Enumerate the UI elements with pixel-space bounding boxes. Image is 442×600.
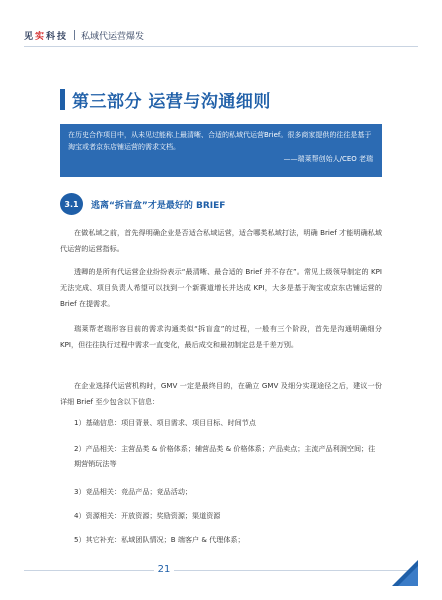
brief-checklist xyxy=(60,508,382,523)
brief-checklist xyxy=(60,441,382,471)
list-item: 4）资源相关：开放资源；奖励资源；渠道资源 xyxy=(74,511,221,520)
page-number: 21 xyxy=(154,560,174,580)
list-item: 1）基础信息：项目背景、项目需求、项目目标、时间节点 xyxy=(74,418,256,427)
logo-accent: 实 xyxy=(35,31,47,42)
paragraph-4: 在企业选择代运营机构时，GMV 一定是最终目的，在确立 GMV 及细分实现途径之后，建议一份详细 Brief 至少包含以下信息： xyxy=(60,381,382,406)
corner-ornament-icon xyxy=(392,560,418,586)
paragraph-1: 在做私域之前，首先得明确企业是否适合私域运营，适合哪类私域打法，明确 Brief 才能明确私域代运营的运营指标。 xyxy=(60,228,382,253)
report-title: 私域代运营爆发 xyxy=(81,31,145,42)
brief-checklist xyxy=(60,532,382,547)
body-text xyxy=(60,264,382,312)
header-rule xyxy=(24,46,418,47)
brief-checklist xyxy=(60,415,382,430)
subsection-title: 逃离“拆盲盒”才是最好的 BRIEF xyxy=(91,200,226,211)
list-item: 3）竞品相关：竞品产品；竞品活动； xyxy=(74,487,193,496)
quote-box xyxy=(60,124,382,177)
quote-text: 在历史合作项目中，从未见过能称上最清晰、合适的私域代运营Brief。很多商家提供的往往是基于淘宝或者京东店铺运营的需求文档。 xyxy=(68,131,372,151)
footer-rule xyxy=(24,570,418,571)
paragraph-3: 瑞莱帮老瑞形容目前的需求沟通类似“拆盲盒”的过程，一般有三个阶段，首先是沟通明确细分 KPI，但往往执行过程中需求一直变化，最后成交和最初制定总是千差万别。 xyxy=(60,324,382,349)
section-heading-bar xyxy=(60,89,65,110)
page-header xyxy=(24,28,144,42)
body-text xyxy=(60,321,382,353)
brand-logo: 见实科技 xyxy=(24,31,69,42)
subsection-heading xyxy=(60,193,225,215)
body-text xyxy=(60,378,382,410)
quote-author: ——瑞莱帮创始人/CEO 老瑞 xyxy=(283,155,373,163)
list-item: 5）其它补充：私域团队情况；B 端客户 & 代理体系； xyxy=(74,535,245,544)
list-item: 2）产品相关：主营品类 & 价格体系；辅营品类 & 价格体系；产品卖点；主流产品利润空间；往期营销玩法等 xyxy=(74,444,376,468)
brief-checklist xyxy=(60,484,382,499)
subsection-number-badge: 3.1 xyxy=(60,193,83,215)
body-text xyxy=(60,225,382,257)
section-heading xyxy=(60,88,271,110)
section-title: 第三部分 运营与沟通细则 xyxy=(72,91,271,112)
paragraph-2: 透卿的是所有代运营企业纷纷表示“最清晰、最合适的 Brief 并不存在”。常见上级领导制定的 KPI 无法完成、项目负责人希望可以找到一个新赛道增长并达成 KPI，大多是基于淘宝或京东店铺运营的 Brief 在提需求。 xyxy=(60,267,382,308)
header-divider xyxy=(74,30,75,40)
